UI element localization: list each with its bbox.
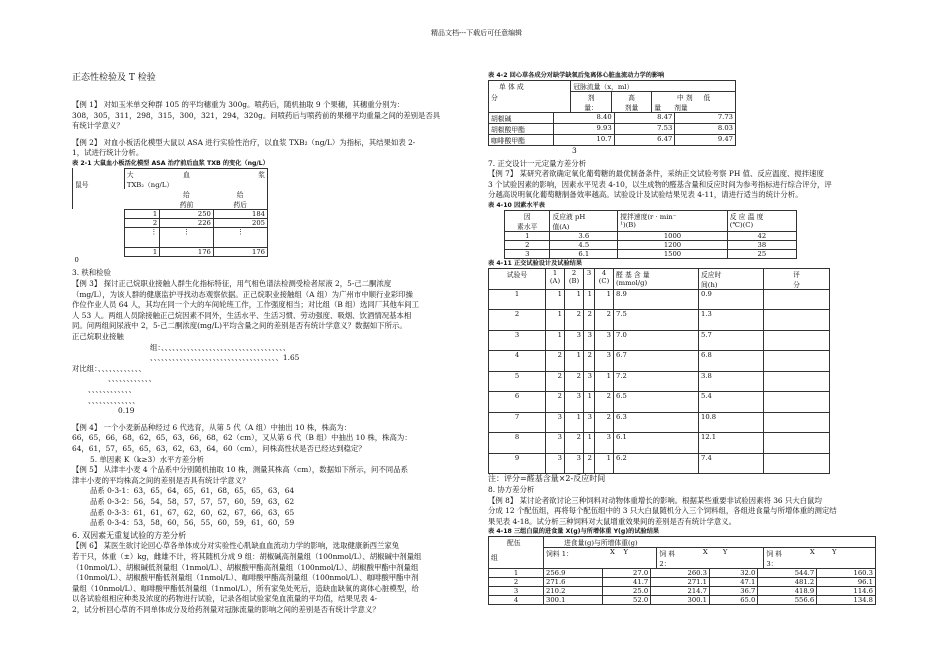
table-4-2: 单 体 成 冠脉流量（x，ml） 分 剂 高 中 剂 低 量： 剂量 量 剂量 xyxy=(488,80,736,113)
table-row: ⋮ ⋮ ⋮ xyxy=(73,227,268,247)
table-4-2-tail: 3 xyxy=(572,146,577,155)
table-row: 2 4.5 1200 38 xyxy=(505,240,797,249)
example-3: 【例 3】 探讨正己烷职业接触人群生化指标特征，用气相色谱法检测受检者尿液 2，5-己二酮浓度 （mg/L），为该人群的健康监护寻找动态观察依据。正己烷职业接触组（A 组）为广州市中顺行业彩印操 作位作业人员 64 人，其均在同一个大的车间轮班工作，工作强度相当；对比组（B 组）选同厂其他车间工 人 53 人。两组人员除接触正己烷因素不同外，生活水平、生活习惯、劳动强度、吸烟、饮酒情况基本相 同。问两组间尿液中 2，5-己二酮浓度(mg/L)平均含量之间的差别是否有统计学意义？数据如下所示。 正己烷职业接触 xyxy=(72,279,420,342)
left-column xyxy=(72,70,472,615)
table-row: 2 271.6 41.7 271.1 47.1 481.2 96.1 xyxy=(489,578,876,587)
table-4-10-caption: 表 4-10 因素水平表 xyxy=(488,201,545,209)
table-row: 1 176 176 xyxy=(73,247,268,256)
table-row: 7 3 1 3 2 6.3 10.8 xyxy=(489,412,830,433)
table-row: 1 250 184 xyxy=(73,209,268,218)
page-header: 精品文档---下载后可任意编辑 xyxy=(431,29,523,37)
exposure-group-data: 组：、、、、、、、、、、、、、、、、、、、、、、、、、、、、、、、、、、 、、、、、、、、、、、、、、、、、、、、、、、、、、、、、、、、、、、1.65 xyxy=(150,342,300,363)
table-4-18-body xyxy=(488,568,876,605)
table-4-11: 试验号 1 (A) 2 (B) 3 4 (C) 醛 基 含 量 (mmol/g) 反应时 间(h) 评 分 1 1 1 1 1 8.9 0.9 2 1 2 2 2 7.5 1.3 3 1 3 3 3 7.0 5.7 4 2 1 2 3 6.7 6.8 5 2 2 3 1 7.2 3.8 6 2 3 1 2 6.5 5.4 7 3 1 3 2 6.3 10.8 8 3 2 1 3 6.1 12.1 9 3 3 2 1 6.2 7.4 xyxy=(488,268,830,475)
table-4-18: 配伍 组 进食量(g)与所增体重(g) 饲料 1： X Y 饲 料 2： X Y 饲 料 3： X Y xyxy=(488,536,876,569)
example-7: 【例 7】 某研究者欲确定氧化葡萄糖的最优制备条件，采纳正交试验考察 PH 值、反应温度、搅拌速度 3 个试验因素的影响，因素水平见表 4-10，以生成物的醛基含量和反应时间为参考指标进行综合评分，评 分越高说明氧化葡萄糖制备效率越高。试验设计及试验结果见表 4-11，请进行适当的统计分析。 xyxy=(488,169,832,200)
table-4-2-caption: 表 4-2 回心草各成分对缺学缺氧后兔离体心脏血流动力学的影响 xyxy=(488,72,665,79)
table-row: 9 3 3 2 1 6.2 7.4 xyxy=(489,453,830,474)
table-2-1: 大 血 浆 鼠号 TXB₂（ng/L） 给 给 药前 药后 1 250 184 2 226 205 ⋮ ⋮ ⋮ 1 176 176 0 xyxy=(72,168,268,265)
section-5-heading: 5. 单因素 K（k≥3）水平方差分析 xyxy=(90,454,204,464)
section-7-heading: 7. 正交设计一元定量方差分析 xyxy=(488,158,587,168)
example-6: 【例 6】 某医生欲讨论回心草各单体成分对实验性心肌缺血血流动力学的影响，选取健康新西兰家兔 若干只，体重（±）kg，雌雄不计，将其随机分成 9 组：胡椒碱高剂量组（100nmol/L）、胡椒碱中剂量组 （10nmol/L）、胡椒碱低剂量组（1nmol/L）、胡椒酸甲酯高剂量组（100nmol/L）、胡椒酸甲酯中剂量组 （10nmol/L）、胡椒酸甲酯低剂量组（1nmol/L）、咖啡酸甲酯高剂量组（100nmol/L）、咖啡酸甲酯中剂 量组（10nmol/L）、咖啡酸甲酯低剂量组（1nmol/L），所有家兔处死后，造缺血缺氧的离体心脏模型，给 以各试验组相应种类及浓度的药物进行试验，记录各组试验家兔血流量的平均值，结果见表 4- 2，试分析回心草的不同单体成分及给药剂量对冠脉流量的影响之间的差别是否有统计学意义？ xyxy=(72,541,422,614)
control-group-data: 对比组：、、、、、、、、、、、、 、、、、、、、、、、、、 、、、、、、、、、、、、 、、、、、、、、、、、、、 0.19 xyxy=(72,363,156,416)
table-4-2-body xyxy=(488,112,736,146)
example-8: 【例 8】 某讨论者欲讨论三种饲料对动物体重增长的影响。根据某些重要非试验因素将 36 只大白鼠均 分成 12 个配伍组，再将每个配伍组中的 3 只大白鼠随机分入三个饲料组，各组进食量与所增体重的测定结 果见表 4-18。试分析三种饲料对大鼠增重效果间的差别是否有统计学意义。 xyxy=(488,495,837,526)
table-row: 1 256.9 27.0 260.3 32.0 544.7 160.3 xyxy=(489,569,876,578)
table-row: 6 2 3 1 2 6.5 5.4 xyxy=(489,392,830,413)
table-4-11-caption: 表 4-11 正交试验设计及试验结果 xyxy=(488,259,583,267)
table-4-18-caption: 表 4-18 三组白鼠的进食量 X(g)与所增体重 Y(g)的试验结果 xyxy=(488,528,660,536)
section-8-heading: 8. 协方差分析 xyxy=(488,485,535,495)
example-5: 【例 5】 从津丰小麦 4 个品系中分别随机抽取 10 株，测量其株高（cm），数据如下所示，问不同品系 津丰小麦的平均株高之间的差别是否具有统计学意义？ 品系 0-3-1：63，65，64，65，61，68，65，65，63，64 品系 0-3-2：56，54，58，57，57，57，60，59，63，62 品系 0-3-3：61，61，67，62，60，62，67，66，63，65 品系 0-3-4：53，58，60，56，55，60，59，61，60，59 xyxy=(72,465,408,528)
table-2-1-caption: 表 2-1 大鼠血小板活化模型 ASA 治疗前后血浆 TXB 的变化（ng/L） xyxy=(72,159,269,167)
table-row: 4 2 1 2 3 6.7 6.8 xyxy=(489,351,830,372)
table-row: 3 6.1 1500 25 xyxy=(505,249,797,258)
table-4-10: 因 素水平 反应液 pH 值(A) 搅拌速度(r · min⁻ ¹)(B) 反 应 温 度 (℃)(C) 1 3.6 1000 42 2 4.5 1200 38 3 6.1 1500 25 xyxy=(504,210,797,259)
table-row: 3 1 3 3 3 7.0 5.7 xyxy=(489,330,830,351)
table-row: 胡椒碱 8.40 8.47 7.73 xyxy=(489,113,736,124)
example-1: 【例 1】 对如玉米单交种群 105 的平均穗重为 300g。喷药后，随机抽取 9 个果穗，其穗重分别为： 308，305，311，298，315，300，321，294，320g。问喷药后与喷药前的果穗平均重量之间的差别是否具 有统计学意义？ xyxy=(72,100,441,131)
section-6-heading: 6. 双因素无重复试验的方差分析 xyxy=(72,530,187,540)
table-row: 8 3 2 1 3 6.1 12.1 xyxy=(489,433,830,454)
table-row: 1 3.6 1000 42 xyxy=(505,231,797,240)
right-column xyxy=(488,71,883,605)
table-row: 1 1 1 1 1 8.9 0.9 xyxy=(489,289,830,310)
table-note: 注：评分=醛基含量×2-反应时间 xyxy=(488,474,606,484)
section-3-heading: 3. 秩和检验 xyxy=(72,268,111,278)
table-row: 2 226 205 xyxy=(73,218,268,227)
table-row: 咖啡酸甲酯 10.7 6.47 9.47 xyxy=(489,135,736,146)
table-row: 4 300.1 52.0 300.1 65.0 556.6 134.8 xyxy=(489,596,876,605)
table-row: 2 1 2 2 2 7.5 1.3 xyxy=(489,310,830,331)
doc-title: 正态性检验及 T 检验 xyxy=(72,73,156,83)
example-4: 【例 4】 一个小麦新品种经过 6 代选育，从第 5 代（A 组）中抽出 10 株，株高为： 66，65，66，68，62，65，63，66，68，62（cm），又从第 6 代（B 组）中抽出 10 株，株高为： 64，61，57，65，65，63，62，63，64，60（cm），问株高性状是否已经达到稳定？ xyxy=(72,422,412,453)
table-row: 胡椒酸甲酯 9.93 7.53 8.03 xyxy=(489,124,736,135)
table-row: 3 210.2 25.0 214.7 36.7 418.9 114.6 xyxy=(489,587,876,596)
table-row: 5 2 2 3 1 7.2 3.8 xyxy=(489,371,830,392)
example-2: 【例 2】 对血小板活化模型大鼠以 ASA 进行实验性治疗，以血浆 TXB₂（ng/L）为指标，其结果如表 2- 1，试进行统计分析。 xyxy=(72,137,416,158)
